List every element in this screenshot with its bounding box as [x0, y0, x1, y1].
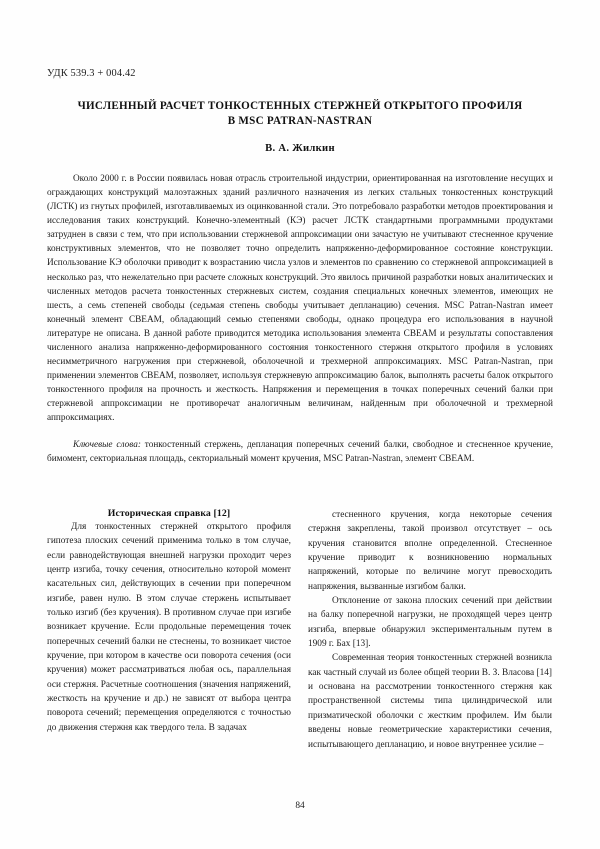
udk-classifier: УДК 539.3 + 004.42 [47, 68, 136, 79]
two-column-body [47, 508, 553, 752]
abstract-paragraph: Около 2000 г. в России появилась новая отрасль строительной индустрии, ориентированная на изготовление несущих и ограждающих конструкций малоэтажных зданий различного назначения из легких стальных тонкостенных конструкций (ЛСТК) из гнутых профилей, изготавливаемых из оцинкованной стали. Это потребовало разработки методов проектирования и исследования таких конструкций. Конечно-элементный (КЭ) расчет ЛСТК стандартными программными продуктами затруднен в связи с тем, что при использовании стержневой аппроксимации они зачастую не учитывают стесненное кручение конструктивных элементов, что не позволяет точно определить напряженно-деформированное состояние конструкции. Использование КЭ оболочки приводит к возрастанию числа узлов и элементов по сравнению со стержневой аппроксимацией в несколько раз, что нежелательно при расчете сложных конструкций. Это явилось причиной разработки новых аналитических и численных методов расчета тонкостенных стержневых систем, создания специальных конечных элементов, имеющих не шесть, а семь степеней свободы (седьмая степень свободы учитывает депланацию) сечения. MSC Patran-Nastran имеет конечный элемент CBEAM, обладающий семью степенями свободы, однако процедура его использования в научной литературе не описана. В данной работе приводится методика использования элемента CBEAM и результаты сопоставления численного анализа напряженно-деформированного состояния тонкостенного стержня открытого профиля в условиях несимметричного нагружения при стержневой, оболочечной и трехмерной аппроксимациях. MSC Patran-Nastran, при применении элементов CBEAM, позволяет, используя стержневую аппроксимацию балок, выполнять расчеты балок открытого тонкостенного профиля на прочность и жесткость. Напряжения и перемещения в точках поперечных сечений балки при стержневой аппроксимации не противоречат аналогичным величинам, найденным при оболочечной и трехмерной аппроксимациях. [47, 174, 553, 423]
right-column-paragraph-2: Отклонение от закона плоских сечений при действии на балку поперечной нагрузки, не проходящей через центр изгиба, впервые обнаружил экспериментальным путем в 1909 г. Бах [13]. [308, 596, 552, 650]
body-right-column [308, 508, 552, 752]
body-left-column [47, 508, 291, 752]
keywords-paragraph [47, 438, 553, 466]
page-header-block [47, 0, 553, 466]
section-heading-historical-note: Историческая справка [12] [107, 508, 231, 519]
right-column-paragraph-1: стесненного кручения, когда некоторые сечения стержня закреплены, такой произвол отсутствует – ось кручения становится вполне определенной. Стесненное кручение приводит к возникновению нормальных напряжений, которые по величине могут превосходить напряжения, вызванные изгибом балки. [308, 510, 552, 592]
keywords-text: тонкостенный стержень, депланация поперечных сечений балки, свободное и стесненное кручение, бимомент, секториальная площадь, секториальный момент кручения, MSC Patran-Nastran, элемент CBEAM. [47, 440, 554, 465]
left-column-paragraph-1: Для тонкостенных стержней открытого профиля гипотеза плоских сечений применима только в том случае, если равнодействующая внешней нагрузки проходит через центр изгиба, точку сечения, относительно которой момент касательных сил, действующих в сечении при поперечном изгибе, равен нулю. В этом случае стержень испытывает только изгиб (без кручения). В противном случае при изгибе возникает кручение. Если продольные перемещения точек поперечных сечений балки не стеснены, то возникает чистое кручение, при котором в качестве оси поворота сечения (оси кручения) может рассматриваться любая ось, параллельная оси стержня. Расчетные соотношения (значения напряжений, жесткость на кручение и др.) не зависят от выбора центра поворота сечений; перемещения определяются с точностью до движения стержня как твердого тела. В задачах [47, 522, 291, 733]
page-number: 84 [295, 801, 305, 811]
keywords-label: Ключевые слова: [73, 440, 141, 451]
author-byline: В. А. Жилкин [265, 143, 335, 155]
right-column-paragraph-3: Современная теория тонкостенных стержней возникла как частный случай из более общей теории В. З. Власова [14] и основана на рассмотрении тонкостенного стержня как пространственной системы типа цилиндрической или призматической оболочки с жестким профилем. Им были введены новые геометрические характеристики сечения, испытывающего депланацию, и новое внутреннее усилие – [308, 653, 552, 750]
title-line-1: ЧИСЛЕННЫЙ РАСЧЕТ ТОНКОСТЕННЫХ СТЕРЖНЕЙ ОТКРЫТОГО ПРОФИЛЯ [77, 100, 523, 112]
page-title [47, 99, 553, 128]
title-line-2: В MSC PATRAN-NASTRAN [227, 114, 373, 127]
